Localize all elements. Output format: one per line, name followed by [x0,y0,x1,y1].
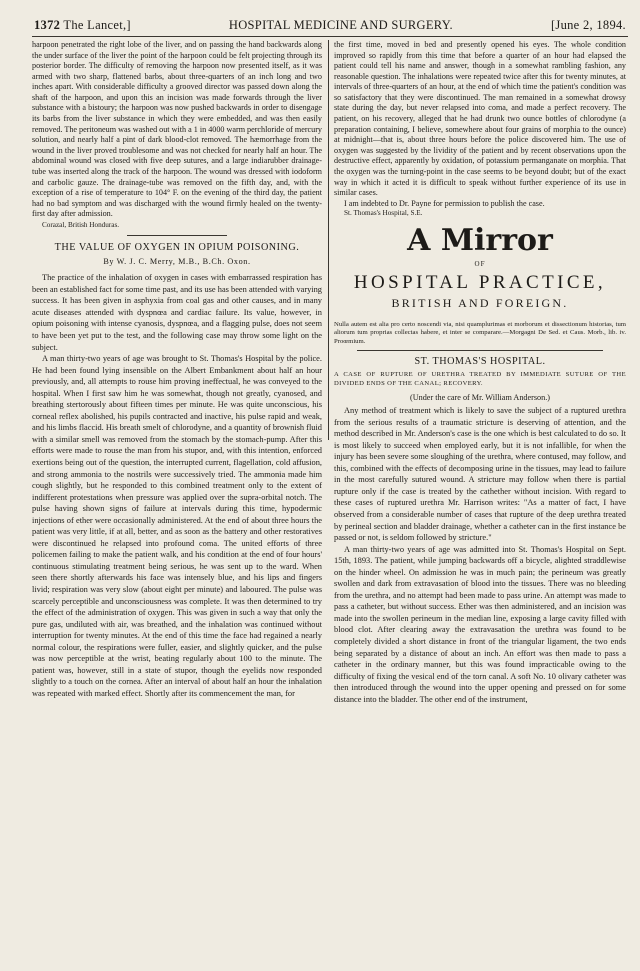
journal-name: The Lancet,] [63,18,131,32]
mirror-subtitle: BRITISH AND FOREIGN. [391,295,569,310]
article-title: THE VALUE OF OXYGEN IN OPIUM POISONING. [54,242,300,254]
left-column [32,40,322,963]
two-columns [32,40,628,963]
case-body [334,405,626,705]
divider-rule [357,350,603,351]
location-signature: Corazal, British Honduras. [42,220,120,229]
header-left [34,18,131,33]
mirror-masthead [334,223,626,311]
acknowledgement: I am indebted to Dr. Payne for permission to publish the case. [344,198,545,208]
article-paragraph: A man thirty-two years of age was brought to St. Thomas's Hospital by the police. He had been found lying insensible on the Albert Embankment about half an hour previously, and, all attempts to rouse him proving ineffectual, he was conveyed to the hospital. When I first saw him he was somewhat, though not greatly, cyanosed, and breathing stertorously about fifteen times per minute. He was quite unconscious, his corneal reflex abolished, his pupils contracted and inactive, his pulse rapid and weak, and his limbs flaccid. His breath smelt of chlorodyne, and a quantity of brownish fluid with a similar smell was removed from the stomach by the stomach-pump. After this efforts were made to rouse the man from his stupor, and, with this intention, enforced exertions being out of the question, the interrupted current, flagellation, cold affusion, and strong ammonia to the nostrils were successively tried. The ammonia made him cough slightly, but he responded to this combined treatment only to the extent of indifferent protestations when pressure was applied over the supra-orbital notch. The pulse having shown signs of failure at intervals during this time, hypodermic injections of ether were occasionally administered. At the end of about three hours the patient was very little, if at all, better, and as soon as the battery and other restoratives were discontinued he relapsed into profound coma. The united efforts of three policemen failing to make the patient walk, and his condition at the end of four hours' continuous stimulating treatment being serious, he was sent up to the ward. When seen there shortly afterwards his face was intensely blue, and his lips and fingers livid; respiration was very slow (about eight per minute) and laboured. The pulse was scarcely perceptible and unconsciousness was complete. It was then determined to try the effect of the administration of oxygen. This was given in such a way that only the pure gas, undiluted with air, was breathed, and the inhalation was continued without interruption for twenty minutes. At the end of this time the face had regained a nearly normal colour, the respirations were fuller, easier, and slightly quicker, and the pulse was now perceptible at the wrist, beating regularly about 100 to the minute. The patient was, however, still in a state of stupor, though the eyelids now responded slightly to a touch on the cornea. After an interval of about half an hour the inhalation was repeated with marked effect. Shortly after its commencement the man, for [32,354,322,698]
case-paragraph: A man thirty-two years of age was admitted into St. Thomas's Hospital on Sept. 15th, 1893. The patient, while jumping backwards off a bicycle, alighted straddlewise on the hinder wheel. On admission he was in much pain; the perineum was greatly swollen and dark from extravasation of blood into the tissues. There was no bleeding from the urethra, and no attempt had been made to pass urine. An attempt was made to pass a catheter, but without success. Ether was then administered, and an incision was made into the swollen perineum in the median line, exposing a large cavity filled with blood clot. After clearing away the extravasation the urethra was found to be completely divided a short distance in front of the triangular ligament, the two ends being separated by a distance of about an inch. An effort was then made to pass a catheter in the ordinary manner, but this was found impracticable owing to the difficulty of fixing the vesical end of the torn canal. A soft No. 10 olivary catheter was then introduced through the wound into the upper opening and pressed on for some distance into the bladder. The other end of the instrument, [334,544,626,704]
care-line: (Under the care of Mr. William Anderson.) [409,393,551,403]
divider-rule [127,235,227,236]
hospital-name: ST. THOMAS'S HOSPITAL. [414,356,546,368]
mirror-title: HOSPITAL PRACTICE, [353,271,607,293]
page-number: 1372 [34,18,61,32]
harpoon-case-text: harpoon penetrated the right lobe of the liver, and on passing the hand backwards along the under surface of the liver the point of the harpoon could be felt projecting through its posterior border. The difficulty of removing the harpoon now presented itself, as it was armed with two sharp, flattened barbs, about three-quarters of an inch long and two inches apart. With considerable difficulty a grooved director was passed down along the shaft of the harpoon, and upon this an incision was made forwards through the liver substance with a bistoury; the harpoon was now pushed backwards in order to disengage its barbs from the liver substance in which they were embedded, and was then easily removed. The peritoneum was washed out with a 1 in 4000 warm perchloride of mercury solution, and nearly half a pint of dark blood-clot removed. The hæmorrhage from the wound in the liver proved troublesome and was not checked for nearly half an hour. The abdominal wound was closed with five deep sutures, and a large indiarubber drainage-tube was inserted along the track of the harpoon. The wound was dressed with iodoform and carbolic gauze. The drainage-tube was removed on the fifth day, and, with the exception of a rise of temperature to 104° F. on the evening of the third day, the patient had no bad symptom and was discharged with the wound firmly healed on the twenty-first day after admission. [32,40,322,219]
case-paragraph: Any method of treatment which is likely to save the subject of a ruptured urethra from the serious results of a traumatic stricture is deserving of attention, and the method described in Mr. Anderson's case is the one which is best calculated to do so. It is most likely to succeed when employed early, but it is not infallible, for when the injury has been severe some sloughing of the urethra, where contused, may follow, and this, combined with the effects of decomposing urine in the tissues, may lead to failure in the most carefully sutured wound. A stricture may follow when there is partial rupture only if the case is treated by the cathether without incision. With regard to these cases of ruptured urethra Mr. Harrison writes: "As a matter of fact, I have observed from a considerable number of cases that rupture of the deep urethra treated by perineal section and bladder drainage, whether a catheter can in the first instance be passed or not, is seldom followed by stricture." [334,406,626,543]
journal-page [32,18,628,963]
mirror-of: OF [474,259,486,268]
case-heading: A CASE OF RUPTURE OF URETHRA TREATED BY IMMEDIATE SUTURE OF THE DIVIDED ENDS OF THE CANAL; RECOVERY. [334,371,626,388]
oxygen-case-continued: the first time, moved in bed and presently opened his eyes. The whole condition improved so rapidly from this time that before a quarter of an hour had elapsed the patient could tell his name and answer, though in a somewhat rambling fashion, any reasonable question. The inhalations were repeated twice after this for twenty minutes, at intervals of three-quarters of an hour, at the end of which time the patient's condition was so satisfactory that they were discontinued. The man remained in a somewhat drowsy state during the day, but never relapsed into coma, and made a perfect recovery. The patient, on his recovery, alleged that he had drunk two ounce bottles of chlorodyne (a preparation containing, I believe, somewhere about four grains of morphia to the ounce) at midnight—that is, about three hours before the police discovered him. The use of oxygen was suggested by the lividity of the patient and by recent observations upon the destructive effect, apparently by oxidation, of potassium permanganate on morphia. That the oxygen was the turning-point in the case seems to be beyond doubt; but of the exact way in which it acted it is difficult to speak without further experience of its use in similar cases. [334,40,626,198]
column-divider [328,40,329,440]
latin-motto: Nulla autem est alia pro certo noscendi via, nisi quamplurimas et morborum et dissectionum historias, tum aliorum tum proprias collectas habere, et inter se comparare.—Morgagni De Sed. et Caus. Morb., lib. iv. Proœmium. [334,320,626,345]
issue-date: [June 2, 1894. [550,18,626,32]
mirror-initial: A Mirror [407,222,553,258]
acknowledgement-signature: St. Thomas's Hospital, S.E. [344,209,423,218]
section-title: HOSPITAL MEDICINE AND SURGERY. [228,18,453,32]
article-body [32,272,322,699]
article-paragraph: The practice of the inhalation of oxygen in cases with embarrassed respiration has been an established fact for some time past, and its use has been attended with varying success. It has been given in asphyxia from coal gas and other causes, and in many acute diseases attended with dyspnœa and cardiac failure. Its value, however, in opium poisoning with intense cyanosis, dyspnœa, and a flagging pulse, does not seem to have been yet put to the test, and the following case may throw some light on the subject. [32,273,322,352]
right-column [334,40,626,963]
page-header [32,18,628,37]
article-byline: By W. J. C. Merry, M.B., B.Ch. Oxon. [103,257,251,267]
